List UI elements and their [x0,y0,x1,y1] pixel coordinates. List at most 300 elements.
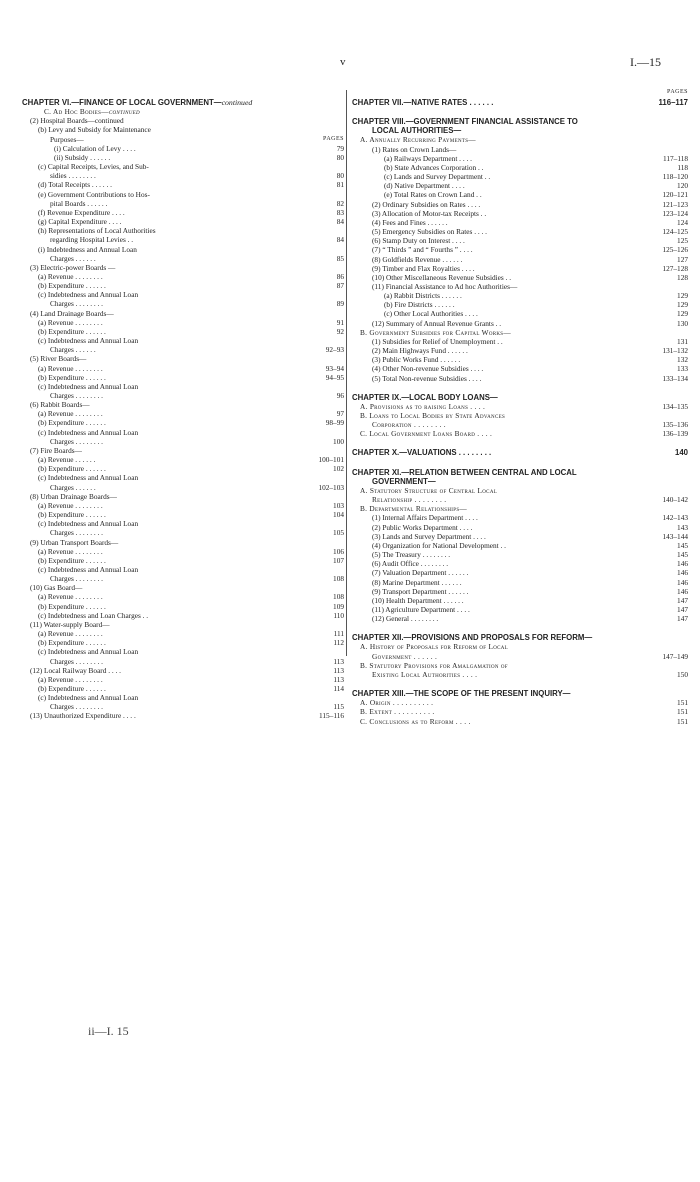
entry-title: (8) Urban Drainage Boards— [30,491,117,501]
entry-title: Charges . . . . . . [50,345,96,355]
toc-entry [352,273,688,282]
entry-page: 89 [336,299,344,309]
entry-title: CHAPTER VII.—NATIVE RATES . . . . . . [352,98,494,107]
entry-title: CHAPTER VIII.—GOVERNMENT FINANCIAL ASSISTANCE TO [352,117,578,127]
chapter-heading [352,689,688,698]
section-entry [352,642,688,651]
entry-title: Existing Local Authorities . . . . [372,669,478,679]
chapter-heading [352,477,688,486]
entry-page: 85 [336,253,344,263]
toc-entry [352,587,688,596]
chapter-heading [352,468,688,477]
toc-entry [22,547,344,556]
entry-page: 112 [333,638,344,648]
entry-page: 111 [333,629,344,639]
entry-page: 105 [333,528,344,538]
entry-page: 109 [333,601,344,611]
entry-title: Government . . . . . . [372,651,438,661]
entry-page: 143 [677,522,688,532]
entry-title: (c) Indebtedness and Annual Loan [38,336,139,346]
entry-title: (a) Revenue . . . . . . . . [38,409,103,419]
toc-entry [22,483,344,492]
toc-entry [22,556,344,565]
entry-title: (c) Indebtedness and Annual Loan [38,473,139,483]
entry-page: 118 [677,162,688,172]
entry-title: sidies . . . . . . . . [50,171,96,181]
entry-title: (4) Organization for National Development . . [372,540,507,550]
entry-title: GOVERNMENT— [372,476,436,486]
entry-title: C. Local Government Loans Board . . . . [360,429,493,439]
toc-entry [22,336,344,345]
toc-right-column [352,89,688,726]
entry-title: (b) Expenditure . . . . . . [38,684,106,693]
entry-title: (a) Revenue . . . . . . . . [38,674,103,684]
entry-page: 147 [677,604,688,614]
entry-title: A. Provisions as to raising Loans . . . . [360,401,486,411]
toc-entry [352,374,688,383]
entry-page: 92 [336,326,344,336]
entry-page: 151 [677,707,688,717]
entry-title: (10) Other Miscellaneous Revenue Subsidies . . [372,272,512,282]
toc-entry [22,217,344,226]
entry-title: (1) Internal Affairs Department . . . . [372,513,478,523]
toc-entry [352,532,688,541]
entry-page: 79 [336,143,344,153]
toc-entry [22,235,344,244]
entry-title: (b) Expenditure . . . . . . [38,510,106,520]
entry-page: 98–99 [325,418,344,428]
toc-entry [22,657,344,666]
entry-title: (1) Rates on Crown Lands— [372,144,457,154]
entry-title: (9) Urban Transport Boards— [30,537,119,547]
toc-entry [352,319,688,328]
entry-title: (7) Fire Boards— [30,445,82,455]
entry-title: pital Boards . . . . . . [50,198,108,208]
entry-title: (a) Revenue . . . . . . . . [38,500,103,510]
entry-title: Charges . . . . . . . . [50,436,103,446]
toc-entry [22,418,344,427]
entry-title: (c) Indebtedness and Annual Loan [38,647,139,657]
toc-entry [22,620,344,629]
entry-title: CHAPTER XI.—RELATION BETWEEN CENTRAL AND LOCAL [352,467,577,477]
entry-title: (5) River Boards— [30,354,87,364]
entry-page: 131–132 [662,346,688,356]
entry-page: 143–144 [662,531,688,541]
toc-entry [22,153,344,162]
entry-title: (c) Lands and Survey Department . . [384,172,491,182]
entry-title: (a) Revenue . . . . . . . . [38,546,103,556]
toc-entry [22,171,344,180]
entry-title: (c) Capital Receipts, Levies, and Sub- [38,162,149,172]
entry-title: (11) Agriculture Department . . . . [372,604,470,614]
entry-title: (b) Expenditure . . . . . . [38,418,106,428]
entry-page: 135–136 [662,420,688,430]
entry-title: (b) Expenditure . . . . . . [38,555,106,565]
toc-entry [22,638,344,647]
toc-entry [22,354,344,363]
toc-entry [22,574,344,583]
toc-entry [22,528,344,537]
toc-entry [22,144,344,153]
chapter-heading [352,633,688,642]
toc-entry [22,373,344,382]
entry-page: 132 [677,355,688,365]
entry-page: 83 [336,207,344,217]
toc-entry [22,538,344,547]
toc-entry [352,364,688,373]
entry-page: 145 [677,550,688,560]
section-entry [352,504,688,513]
entry-page: 84 [336,235,344,245]
section-entry [352,429,688,438]
toc-entry [22,281,344,290]
toc-entry [22,702,344,711]
entry-title: (5) The Treasury . . . . . . . . [372,550,451,560]
toc-entry [22,611,344,620]
entry-title: (b) Levy and Subsidy for Maintenance [38,125,151,135]
toc-entry [352,209,688,218]
toc-entry [22,583,344,592]
entry-page: 133 [677,364,688,374]
toc-entry [22,226,344,235]
section-heading: C. Ad Hoc Bodies—continued [44,107,140,117]
entry-page: 140 [674,448,688,458]
entry-page: 121–123 [662,199,688,209]
entry-title: (a) Revenue . . . . . . . . [38,317,103,327]
chapter-heading [352,117,688,126]
toc-entry [352,245,688,254]
footer-code: ii—I. 15 [88,1024,129,1038]
entry-title: Purposes— [50,134,84,144]
entry-title: (a) Revenue . . . . . . [38,455,96,465]
pages-label: PAGES [667,89,688,95]
entry-page: 127 [677,254,688,264]
entry-title: (10) Gas Board— [30,583,83,593]
entry-title: (10) Health Department . . . . . . [372,595,464,605]
entry-title: (c) Indebtedness and Loan Charges . . [38,610,149,620]
entry-title: (12) Local Railway Board . . . . [30,665,121,675]
entry-page: 102 [333,464,344,474]
toc-entry [22,711,344,720]
toc-entry [352,264,688,273]
toc-entry [352,163,688,172]
toc-entry [22,400,344,409]
entry-title: Charges . . . . . . . . [50,299,103,309]
section-entry [352,411,688,420]
toc-entry [22,263,344,272]
entry-title: (5) Total Non-revenue Subsidies . . . . [372,373,482,383]
entry-title: A. History of Proposals for Reform of Local [360,642,509,652]
toc-entry [352,614,688,623]
toc-entry [352,190,688,199]
entry-page: 147 [677,595,688,605]
entry-page: 151 [677,716,688,726]
toc-entry [352,605,688,614]
toc-entry [22,629,344,638]
entry-title: (b) Expenditure . . . . . . [38,326,106,336]
section-entry [352,402,688,411]
entry-page: 110 [333,610,344,620]
entry-page: 100–101 [318,455,344,465]
entry-page: 113 [333,656,344,666]
entry-title: (e) Total Rates on Crown Land . . [384,190,482,200]
entry-title: (4) Land Drainage Boards— [30,308,114,318]
toc-entry [22,290,344,299]
toc-entry [352,154,688,163]
entry-page: 118–120 [662,172,688,182]
toc-entry [22,565,344,574]
entry-title: (a) Revenue . . . . . . . . [38,271,103,281]
entry-title: (a) Revenue . . . . . . . . [38,592,103,602]
entry-page: 115 [333,702,344,712]
section-entry [352,420,688,429]
toc-entry [22,510,344,519]
section-entry [352,707,688,716]
toc-entry [22,327,344,336]
entry-title: (7) “ Thirds ” and “ Fourths ” . . . . [372,245,473,255]
entry-title: (a) Revenue . . . . . . . . [38,363,103,373]
chapter-heading [352,126,688,135]
section-entry [352,717,688,726]
toc-entry [22,208,344,217]
entry-page: 93–94 [325,363,344,373]
entry-page: PAGES [323,135,344,142]
page-header-ref: I.—15 [630,55,661,69]
entry-title: (2) Ordinary Subsidies on Rates . . . . [372,199,481,209]
entry-page: 104 [333,510,344,520]
entry-page: 103 [333,500,344,510]
toc-entry [22,180,344,189]
entry-page: 131 [677,336,688,346]
entry-title: (b) Expenditure . . . . . . [38,601,106,611]
toc-entry [22,391,344,400]
entry-title: (2) Public Works Department . . . . [372,522,473,532]
toc-entry [22,446,344,455]
entry-title: Charges . . . . . . . . [50,391,103,400]
entry-title: Charges . . . . . . . . [50,574,103,584]
toc-entry [352,568,688,577]
entry-page: 100 [333,436,344,446]
toc-entry [352,236,688,245]
entry-title: (c) Indebtedness and Annual Loan [38,519,139,529]
section-entry [352,486,688,495]
entry-page: 129 [677,291,688,301]
toc-entry [352,355,688,364]
entry-title: (ii) Subsidy . . . . . . [54,152,111,162]
entry-title: (12) Summary of Annual Revenue Grants . . [372,318,502,328]
entry-title: (3) Public Works Fund . . . . . . [372,355,461,365]
section-entry [352,661,688,670]
entry-page: 123–124 [662,208,688,218]
section-entry [352,495,688,504]
entry-page: 84 [336,217,344,227]
entry-title: A. Statutory Structure of Central Local [360,485,498,495]
toc-entry [22,501,344,510]
toc-entry [22,519,344,528]
entry-page: 151 [677,698,688,708]
toc-entry [352,309,688,318]
toc-entry [22,464,344,473]
entry-page: 113 [333,665,344,675]
entry-title: (8) Marine Department . . . . . . [372,577,462,587]
toc-entry [22,428,344,437]
entry-title: (c) Indebtedness and Annual Loan [38,381,139,391]
page-number-roman: v [340,56,346,68]
entry-page: 107 [333,555,344,565]
entry-title: (a) Revenue . . . . . . . . [38,629,103,639]
chapter-heading [352,98,688,107]
toc-entry [352,578,688,587]
entry-title: B. Statutory Provisions for Amalgamation of [360,660,508,670]
entry-title: (11) Financial Assistance to Ad hoc Authorities— [372,281,518,291]
section-entry [352,135,688,144]
chapter-heading: CHAPTER VI.—FINANCE OF LOCAL GOVERNMENT—continued [22,98,253,107]
entry-title: (c) Indebtedness and Annual Loan [38,290,139,300]
toc-entry [352,218,688,227]
entry-title: (b) Expenditure . . . . . . [38,281,106,291]
entry-title: CHAPTER XII.—PROVISIONS AND PROPOSALS FOR REFORM— [352,633,593,643]
toc-entry [22,492,344,501]
entry-page: 92–93 [325,345,344,355]
entry-page: 142–143 [662,513,688,523]
toc-entry [22,116,344,125]
entry-title: (c) Indebtedness and Annual Loan [38,564,139,574]
entry-title: (b) Fire Districts . . . . . . [384,300,455,310]
toc-entry [22,364,344,373]
toc-entry [352,550,688,559]
toc-entry [22,455,344,464]
entry-page: 134–135 [662,401,688,411]
toc-entry [22,382,344,391]
entry-title: (2) Hospital Boards—continued [30,116,124,126]
toc-entry [22,437,344,446]
toc-entry [352,255,688,264]
entry-page: 140–142 [662,495,688,505]
entry-title: (c) Indebtedness and Annual Loan [38,693,139,703]
entry-page: 80 [336,171,344,181]
toc-entry [352,181,688,190]
entry-page: 146 [677,577,688,587]
toc-entry [22,254,344,263]
entry-title: (13) Unauthorized Expenditure . . . . [30,711,136,721]
entry-title: (c) Other Local Authorities . . . . [384,309,478,319]
entry-page: 106 [333,546,344,556]
toc-entry [352,513,688,522]
toc-entry [352,200,688,209]
section-entry [352,670,688,679]
entry-page: 113 [333,674,344,684]
entry-page: 146 [677,568,688,578]
toc-entry [22,245,344,254]
toc-entry [22,647,344,656]
entry-title: (h) Representations of Local Authorities [38,226,156,236]
entry-page: 82 [336,198,344,208]
section-entry [352,328,688,337]
toc-entry [352,523,688,532]
toc-right-entries [352,98,688,726]
toc-entry [22,473,344,482]
toc-entry [352,291,688,300]
entry-title: CHAPTER XIII.—THE SCOPE OF THE PRESENT INQUIRY— [352,689,571,699]
entry-title: CHAPTER X.—VALUATIONS . . . . . . . . [352,448,492,458]
entry-title: (1) Subsidies for Relief of Unemployment . . [372,336,503,346]
toc-entry [22,309,344,318]
entry-title: LOCAL AUTHORITIES— [372,126,462,136]
entry-page: 129 [677,309,688,319]
toc-entry [22,592,344,601]
toc-entry [352,541,688,550]
entry-page: 127–128 [662,263,688,273]
entry-title: (6) Stamp Duty on Interest . . . . [372,236,465,246]
entry-page: 147–149 [662,651,688,661]
entry-title: (b) State Advances Corporation . . [384,162,484,172]
entry-page: 145 [677,540,688,550]
entry-page: 128 [677,272,688,282]
entry-title: Charges . . . . . . . . [50,702,103,712]
entry-title: (9) Timber and Flax Royalties . . . . [372,263,475,273]
entry-title: (3) Electric-power Boards — [30,262,116,272]
toc-entry [22,199,344,208]
entry-page: 146 [677,559,688,569]
entry-title: B. Departmental Relationships— [360,504,468,514]
entry-title: (b) Expenditure . . . . . . [38,372,106,382]
entry-page: 108 [333,574,344,584]
entry-title: Charges . . . . . . . . [50,656,103,666]
chapter-heading [352,393,688,402]
entry-page: 102–103 [318,482,344,492]
entry-page: 147 [677,614,688,624]
entry-title: (8) Goldfields Revenue . . . . . . [372,254,463,264]
section-entry [352,698,688,707]
entry-page: 108 [333,592,344,602]
entry-page: 117–118 [663,153,688,163]
toc-entry [22,693,344,702]
entry-page: 146 [677,586,688,596]
entry-title: (4) Other Non-revenue Subsidies . . . . [372,364,484,374]
toc-entry [22,409,344,418]
chapter-heading [352,448,688,457]
entry-title: Charges . . . . . . [50,482,96,492]
entry-title: (4) Fees and Fines . . . . . . [372,217,448,227]
toc-entry [352,145,688,154]
entry-page: 115–116 [319,711,344,721]
entry-title: (6) Rabbit Boards— [30,400,90,410]
toc-entry [22,272,344,281]
entry-title: (i) Indebtedness and Annual Loan [38,244,137,254]
entry-title: B. Extent . . . . . . . . . . [360,707,435,717]
entry-title: Relationship . . . . . . . . [372,495,447,505]
entry-title: (b) Expenditure . . . . . . [38,638,106,648]
toc-entry [22,602,344,611]
entry-page: 136–139 [662,429,688,439]
toc-entry [22,318,344,327]
toc-entry [352,300,688,309]
entry-title: B. Loans to Local Bodies by State Advances [360,411,506,420]
entry-page: 116–117 [658,98,688,107]
entry-page: 125–126 [662,245,688,255]
toc-entry [22,299,344,308]
toc-entry [352,227,688,236]
entry-title: (i) Calculation of Levy . . . . [54,143,136,153]
entry-title: (3) Allocation of Motor-tax Receipts . . [372,208,487,218]
toc-entry [22,162,344,171]
entry-page: 124–125 [662,227,688,237]
entry-page: 86 [336,271,344,281]
toc-entry [22,190,344,199]
entry-page: 120–121 [662,190,688,200]
toc-entry [22,135,344,144]
entry-title: (d) Native Department . . . . [384,181,465,191]
